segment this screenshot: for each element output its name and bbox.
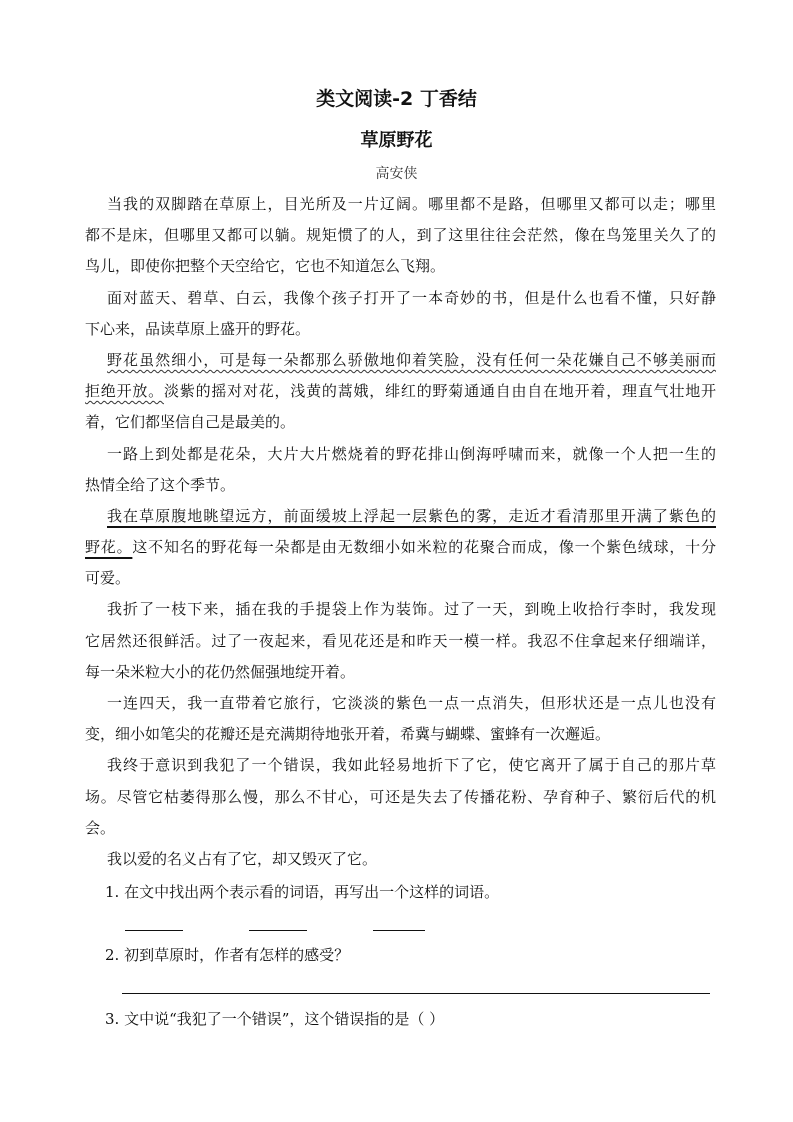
paragraph-line [85, 844, 716, 875]
line-text: 着，它们都坚信自己是最美的。 [85, 413, 296, 432]
paragraph-line [85, 657, 716, 688]
paragraph-line [85, 470, 716, 501]
line-text: 会。 [85, 818, 116, 837]
paragraph-line [85, 813, 716, 844]
line-text: 当我的双脚踏在草原上，目光所及一片辽阔。哪里都不是路，但哪里又都可以走；哪里 [107, 195, 716, 213]
paragraph-line [85, 407, 716, 438]
line-text: 都不是床，但哪里又都可以躺。规矩惯了的人，到了这里往往会茫然，像在鸟笼里关久了的 [85, 226, 716, 245]
paragraph-line [85, 283, 716, 314]
line-text: 它居然还很鲜活。过了一夜起来，看见花还是和昨天一模一样。我忍不住拿起来仔细端详， [85, 631, 716, 650]
paragraph-line [85, 345, 716, 376]
line-text: 变，细小如笔尖的花瓣还是充满期待地张开着，希冀与蝴蝶、蜜蜂有一次邂逅。 [85, 725, 611, 744]
line-text: 下心来，品读草原上盛开的野花。 [85, 319, 311, 338]
wavy-underlined-text: 野花虽然细小，可是每一朵都那么骄傲地仰着笑脸，没有任何一朵花嫌自己不够美丽而 [107, 350, 716, 369]
answer-blank-1[interactable] [125, 930, 183, 931]
question-2: 2. 初到草原时，作者有怎样的感受？ [105, 946, 350, 964]
paragraph-line [85, 782, 716, 813]
paragraph-line [85, 220, 716, 251]
article-title: 草原野花 [360, 130, 433, 151]
line-text: 热情全给了这个季节。 [85, 475, 236, 494]
question-3: 3. 文中说“我犯了一个错误”，这个错误指的是（ ） [105, 1010, 445, 1028]
line-text: 可爱。 [85, 569, 131, 588]
paragraph-line [85, 189, 716, 220]
paragraph-line [85, 750, 716, 781]
paragraph-line [85, 251, 716, 282]
line-text: 面对蓝天、碧草、白云，我像个孩子打开了一本奇妙的书，但是什么也看不懂，只好静 [107, 288, 716, 307]
line-text: 场。尽管它枯萎得那么慢，那么不甘心，可还是失去了传播花粉、孕育种子、繁衍后代的机 [85, 787, 716, 806]
paragraph-line [85, 439, 716, 470]
article-author: 高安侠 [375, 166, 418, 182]
paragraph-line [85, 626, 716, 657]
line-text: 一连四天，我一直带着它旅行，它淡淡的紫色一点一点消失，但形状还是一点儿也没有 [107, 694, 716, 712]
line-text: 每一朵米粒大小的花仍然倔强地绽开着。 [85, 662, 356, 681]
line-text: 一路上到处都是花朵，大片大片燃烧着的野花排山倒海呼啸而来，就像一个人把一生的 [107, 444, 716, 463]
underlined-text: 野花。 [85, 538, 133, 557]
paragraph-line [85, 314, 716, 345]
question-1: 1. 在文中找出两个表示看的词语，再写出一个这样的词语。 [105, 883, 500, 901]
paragraph-line [85, 501, 716, 532]
line-text: 我终于意识到我犯了一个错误，我如此轻易地折下了它，使它离开了属于自己的那片草 [107, 756, 716, 775]
paragraph-line [85, 719, 716, 750]
underlined-text: 我在草原腹地眺望远方，前面缓坡上浮起一层紫色的雾，走近才看清那里开满了紫色的 [107, 506, 716, 525]
line-text: 淡紫的摇对对花，浅黄的蒿娥，绯红的野菊通通自由自在地开着，理直气壮地开 [163, 382, 716, 401]
line-text: 我以爱的名义占有了它，却又毁灭了它。 [107, 849, 378, 868]
paragraph-line [85, 563, 716, 594]
page-title: 类文阅读-2 丁香结 [316, 88, 477, 110]
paragraph-line [85, 688, 716, 719]
line-text: 鸟儿，即使你把整个天空给它，它也不知道怎么飞翔。 [85, 257, 446, 276]
answer-blank-3[interactable] [373, 930, 425, 931]
paragraph-line [85, 376, 716, 407]
wavy-underlined-text: 拒绝开放。 [85, 382, 164, 401]
article-body [85, 189, 716, 875]
answer-line-2[interactable] [122, 993, 710, 994]
line-text: 我折了一枝下来，插在我的手提袋上作为装饰。过了一天，到晚上收拾行李时，我发现 [107, 600, 716, 619]
paragraph-line [85, 532, 716, 563]
paragraph-line [85, 594, 716, 625]
answer-blank-2[interactable] [249, 930, 307, 931]
line-text: 这不知名的野花每一朵都是由无数细小如米粒的花聚合而成，像一个紫色绒球，十分 [132, 538, 716, 557]
